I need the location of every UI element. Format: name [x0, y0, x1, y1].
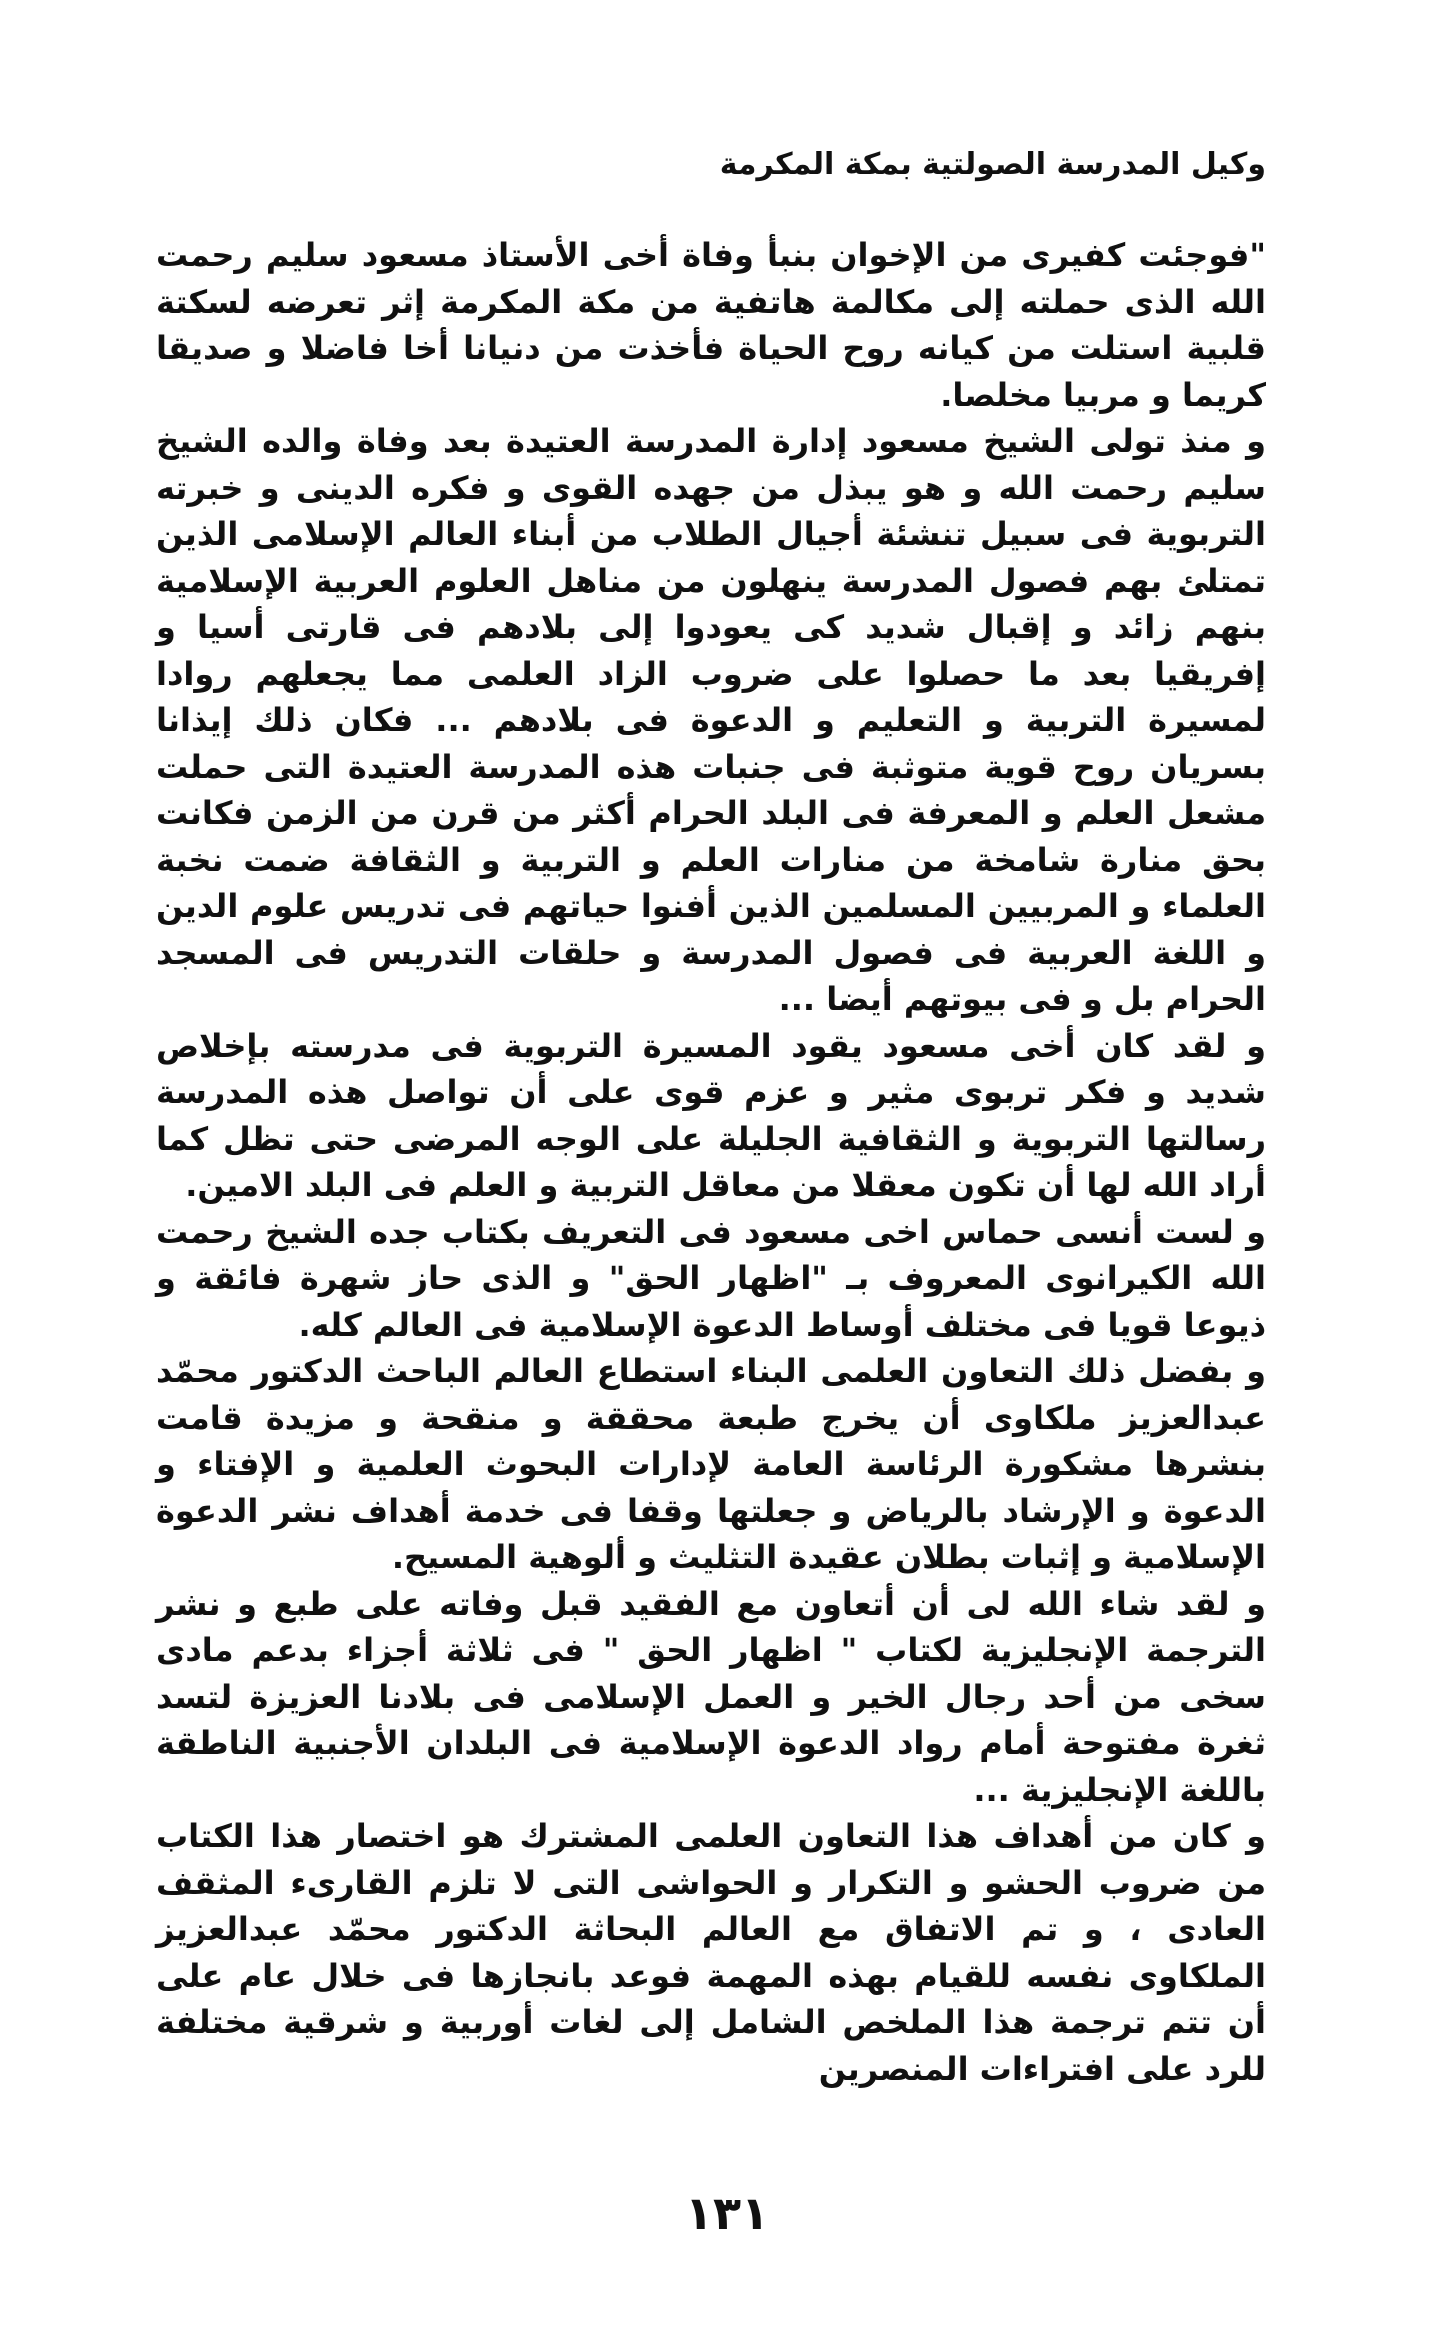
running-header-title: وكيل المدرسة الصولتية بمكة المكرمة	[719, 147, 1266, 182]
paragraph-4: و لست أنسى حماس اخى مسعود فى التعريف بكتاب جده الشيخ رحمت الله الكيرانوى المعروف بـ "اظهار الحق" و الذى حاز شهرة فائقة و ذيوعا قويا فى مختلف أوساط الدعوة الإسلامية فى العالم كله.	[156, 1212, 1266, 1344]
paragraph-7: و كان من أهداف هذا التعاون العلمى المشترك هو اختصار هذا الكتاب من ضروب الحشو و التكرار و الحواشى التى لا تلزم القارىء المثقف العادى ، و تم الاتفاق مع العالم البحاثة الدكتور محمّد عبدالعزيز الملكاوى نفسه للقيام بهذه المهمة فوعد بانجازها فى خلال عام على أن تتم ترجمة هذا الملخص الشامل إلى لغات أوربية و شرقية مختلفة للرد على افتراءات المنصرين	[156, 1817, 1266, 2088]
paragraph-6: و لقد شاء الله لى أن أتعاون مع الفقيد قبل وفاته على طبع و نشر الترجمة الإنجليزية لكتاب " اظهار الحق " فى ثلاثة أجزاء بدعم مادى سخى من أحد رجال الخير و العمل الإسلامى فى بلادنا العزيزة لتسد ثغرة مفتوحة أمام رواد الدعوة الإسلامية فى البلدان الأجنبية الناطقة باللغة الإنجليزية ...	[156, 1584, 1266, 1809]
paragraph-5: و بفضل ذلك التعاون العلمى البناء استطاع العالم الباحث الدكتور محمّد عبدالعزيز ملكاوى أن يخرج طبعة محققة و منقحة و مزيدة قامت بنشرها مشكورة الرئاسة العامة لإدارات البحوث العلمية و الإفتاء و الدعوة و الإرشاد بالرياض و جعلتها وقفا فى خدمة أهداف نشر الدعوة الإسلامية و إثبات بطلان عقيدة التثليث و ألوهية المسيح.	[156, 1352, 1266, 1576]
paragraph-1: "فوجئت كفيرى من الإخوان بنبأ وفاة أخى الأستاذ مسعود سليم رحمت الله الذى حملته إلى مكالمة هاتفية من مكة المكرمة إثر تعرضه لسكتة قلبية استلت من كيانه روح الحياة فأخذت من دنيانا أخا فاضلا و صديقا كريما و مربيا مخلصا.	[156, 236, 1266, 414]
paragraph-2: و منذ تولى الشيخ مسعود إدارة المدرسة العتيدة بعد وفاة والده الشيخ سليم رحمت الله و هو يبذل من جهده القوى و فكره الدينى و خبرته التربوية فى سبيل تنشئة أجيال الطلاب من أبناء العالم الإسلامى الذين تمتلئ بهم فصول المدرسة ينهلون من مناهل العلوم العربية الإسلامية بنهم زائد و إقبال شديد كى يعودوا إلى بلادهم فى قارتى أسيا و إفريقيا بعد ما حصلوا على ضروب الزاد العلمى مما يجعلهم روادا لمسيرة التربية و التعليم و الدعوة فى بلادهم ... فكان ذلك إيذانا بسريان روح قوية متوثبة فى جنبات هذه المدرسة العتيدة التى حملت مشعل العلم و المعرفة فى البلد الحرام أكثر من قرن من الزمن فكانت بحق منارة شامخة من منارات العلم و التربية و الثقافة ضمت نخبة العلماء و المربيين المسلمين الذين أفنوا حياتهم فى تدريس علوم الدين و اللغة العربية فى فصول المدرسة و حلقات التدريس فى المسجد الحرام بل و فى بيوتهم أيضا ...	[156, 422, 1266, 1018]
body-text	[156, 232, 1266, 2092]
paragraph-3: و لقد كان أخى مسعود يقود المسيرة التربوية فى مدرسته بإخلاص شديد و فكر تربوى مثير و عزم قوى على أن تواصل هذه المدرسة رسالتها التربوية و الثقافية الجليلة على الوجه المرضى حتى تظل كما أراد الله لها أن تكون معقلا من معاقل التربية و العلم فى البلد الامين.	[156, 1026, 1266, 1204]
page-number: ١٣١	[684, 2186, 770, 2240]
